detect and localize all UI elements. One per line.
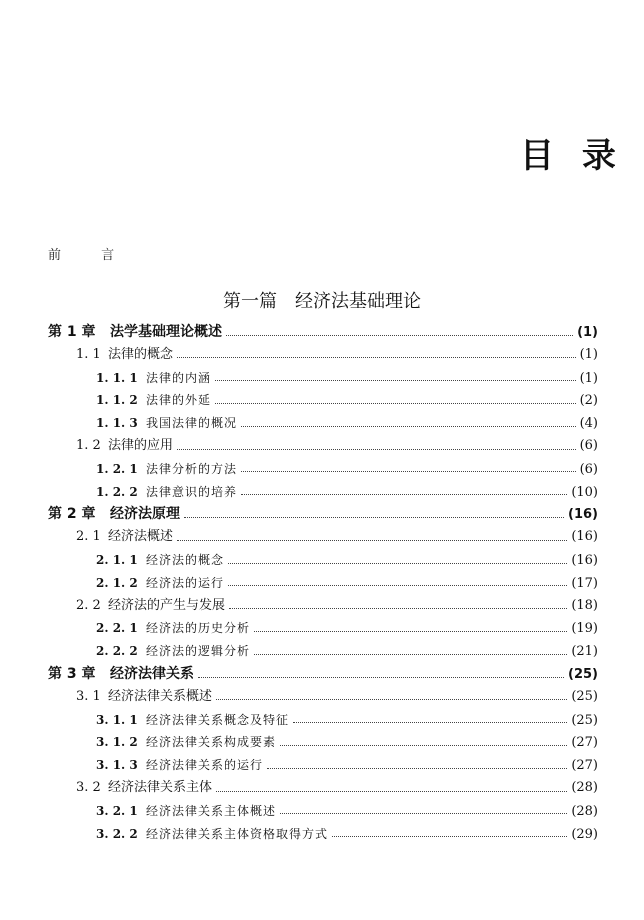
toc-entry-page: (25) [568, 667, 598, 682]
toc-entry-level-2 [76, 777, 598, 799]
toc-entry-title: 经济法律关系概念及特征 [146, 712, 290, 727]
toc-entry-page: (1) [579, 370, 598, 386]
toc-entry-page: (10) [571, 484, 598, 500]
toc-leader-dots [280, 745, 567, 746]
toc-entry-level-3 [96, 800, 598, 822]
toc-entry-number: 2. 2. 1 [96, 621, 138, 636]
toc-leader-dots [254, 631, 567, 632]
toc-leader-dots [228, 585, 567, 586]
toc-leader-dots [241, 426, 576, 427]
toc-entry-page: (2) [579, 393, 598, 409]
toc-leader-dots [226, 335, 573, 336]
toc-entry-page: (16) [568, 507, 598, 523]
toc-leader-dots [241, 471, 576, 472]
toc-entry-page: (1) [577, 325, 598, 340]
toc-entry-level-2 [76, 526, 598, 548]
toc-entry-title: 法律分析的方法 [146, 461, 238, 476]
toc-entry-level-3 [96, 481, 598, 503]
toc-entry-title: 法学基础理论概述 [110, 324, 222, 340]
toc-leader-dots [216, 791, 567, 792]
toc-leader-dots [267, 768, 567, 769]
toc-leader-dots [229, 608, 567, 609]
toc-leader-dots [228, 563, 567, 564]
toc-entry-number: 3. 2. 2 [96, 826, 138, 841]
toc-entry-level-3 [96, 572, 598, 594]
toc-entry-number: 1. 1. 1 [96, 370, 138, 385]
toc-entry-title: 经济法律关系主体资格取得方式 [146, 826, 329, 841]
toc-entry-level-3 [96, 367, 598, 389]
toc-entry-level-1 [48, 503, 598, 525]
toc-entry-number: 1. 1 [76, 346, 101, 362]
toc-entry-title: 法律的外延 [146, 393, 212, 408]
toc-entry-number: 2. 2. 2 [96, 644, 138, 659]
toc-entry-number: 1. 1. 2 [96, 393, 138, 408]
toc-entry-page: (18) [571, 597, 598, 613]
page-title: 目 录 [520, 136, 624, 176]
toc-entry-page: (17) [571, 575, 598, 591]
toc-leader-dots [177, 449, 576, 450]
toc-leader-dots [184, 517, 564, 518]
toc-entry-number: 3. 2 [76, 780, 101, 795]
toc-leader-dots [215, 380, 576, 381]
toc-entry-level-2 [76, 595, 598, 617]
toc-entry-title: 我国法律的概况 [146, 416, 238, 431]
toc-entry-level-3 [96, 754, 598, 776]
toc-entry-title: 经济法律关系的运行 [146, 758, 264, 773]
toc-leader-dots [254, 654, 567, 655]
toc-entry-page: (6) [579, 438, 598, 453]
toc-entry-page: (25) [571, 712, 598, 728]
preface-heading: 前 言 [48, 248, 133, 263]
toc-leader-dots [293, 722, 567, 723]
part-title: 第一篇 经济法基础理论 [223, 291, 421, 312]
toc-entry-title: 法律的内涵 [146, 370, 212, 385]
toc-entry-number: 第 1 章 [48, 324, 96, 340]
toc-entry-page: (16) [571, 529, 598, 545]
toc-entry-title: 经济法律关系主体概述 [146, 803, 277, 818]
toc-entry-level-3 [96, 640, 598, 662]
toc-entry-level-2 [76, 344, 598, 366]
toc-entry-page: (28) [571, 803, 598, 819]
toc-entry-title: 经济法律关系概述 [108, 688, 213, 704]
toc-entry-level-3 [96, 389, 598, 411]
toc-entry-page: (6) [579, 461, 598, 477]
toc-entry-title: 经济法律关系主体 [108, 780, 213, 795]
toc-entry-title: 法律的应用 [108, 438, 174, 453]
toc-entry-level-2 [76, 686, 598, 708]
toc-entry-number: 3. 1. 2 [96, 735, 138, 750]
toc-entry-title: 经济法概述 [108, 529, 174, 545]
toc-entry-level-3 [96, 458, 598, 480]
toc-entry-page: (28) [571, 780, 598, 795]
toc-entry-page: (29) [571, 826, 598, 842]
toc-entry-title: 经济法的运行 [146, 575, 225, 590]
toc-entry-level-3 [96, 731, 598, 753]
toc-entry-number: 3. 1. 3 [96, 758, 138, 773]
toc-entry-number: 1. 2 [76, 438, 101, 453]
toc-leader-dots [198, 677, 564, 678]
toc-entry-page: (16) [571, 553, 598, 568]
toc-entry-number: 1. 2. 2 [96, 484, 138, 499]
toc-entry-page: (1) [579, 346, 598, 362]
toc-entry-title: 经济法的逻辑分析 [146, 644, 251, 659]
toc-entry-number: 1. 1. 3 [96, 416, 138, 431]
toc-leader-dots [215, 403, 576, 404]
toc-entry-number: 2. 2 [76, 597, 101, 613]
toc-entry-level-3 [96, 549, 598, 571]
toc-leader-dots [216, 699, 567, 700]
toc-entry-level-2 [76, 435, 598, 457]
toc-entry-title: 经济法律关系构成要素 [146, 735, 277, 750]
toc-entry-number: 第 2 章 [48, 506, 96, 523]
toc-entry-title: 法律意识的培养 [146, 484, 238, 499]
toc-entry-number: 2. 1. 2 [96, 575, 138, 590]
toc-entry-page: (21) [571, 644, 598, 660]
toc-entry-title: 经济法的历史分析 [146, 621, 251, 636]
toc-entry-level-3 [96, 412, 598, 434]
toc-entry-title: 经济法的概念 [146, 553, 225, 567]
toc-leader-dots [177, 540, 567, 541]
toc-entry-title: 经济法律关系 [110, 666, 194, 682]
toc-entry-number: 第 3 章 [48, 666, 96, 682]
toc-entry-level-3 [96, 823, 598, 845]
toc-leader-dots [177, 357, 576, 358]
toc-entry-title: 经济法的产生与发展 [108, 597, 226, 613]
toc-entry-number: 3. 1. 1 [96, 712, 138, 727]
toc-entry-title: 经济法原理 [110, 506, 180, 523]
toc-entry-level-1 [48, 321, 598, 343]
toc-leader-dots [280, 813, 567, 814]
toc-entry-number: 3. 2. 1 [96, 803, 138, 818]
toc-entry-level-3 [96, 709, 598, 731]
toc-entry-page: (27) [571, 735, 598, 751]
toc-entry-page: (25) [571, 688, 598, 704]
toc-entry-number: 3. 1 [76, 688, 101, 704]
toc-entry-number: 2. 1 [76, 529, 101, 545]
toc-entry-level-1 [48, 663, 598, 685]
toc-entry-number: 1. 2. 1 [96, 461, 138, 476]
toc-entry-level-3 [96, 617, 598, 639]
toc-entry-page: (27) [571, 758, 598, 774]
toc-entry-title: 法律的概念 [108, 346, 174, 362]
toc-leader-dots [241, 494, 567, 495]
toc-leader-dots [332, 836, 567, 837]
toc-entry-number: 2. 1. 1 [96, 553, 138, 567]
toc-entry-page: (19) [571, 621, 598, 637]
toc-entry-page: (4) [579, 416, 598, 432]
